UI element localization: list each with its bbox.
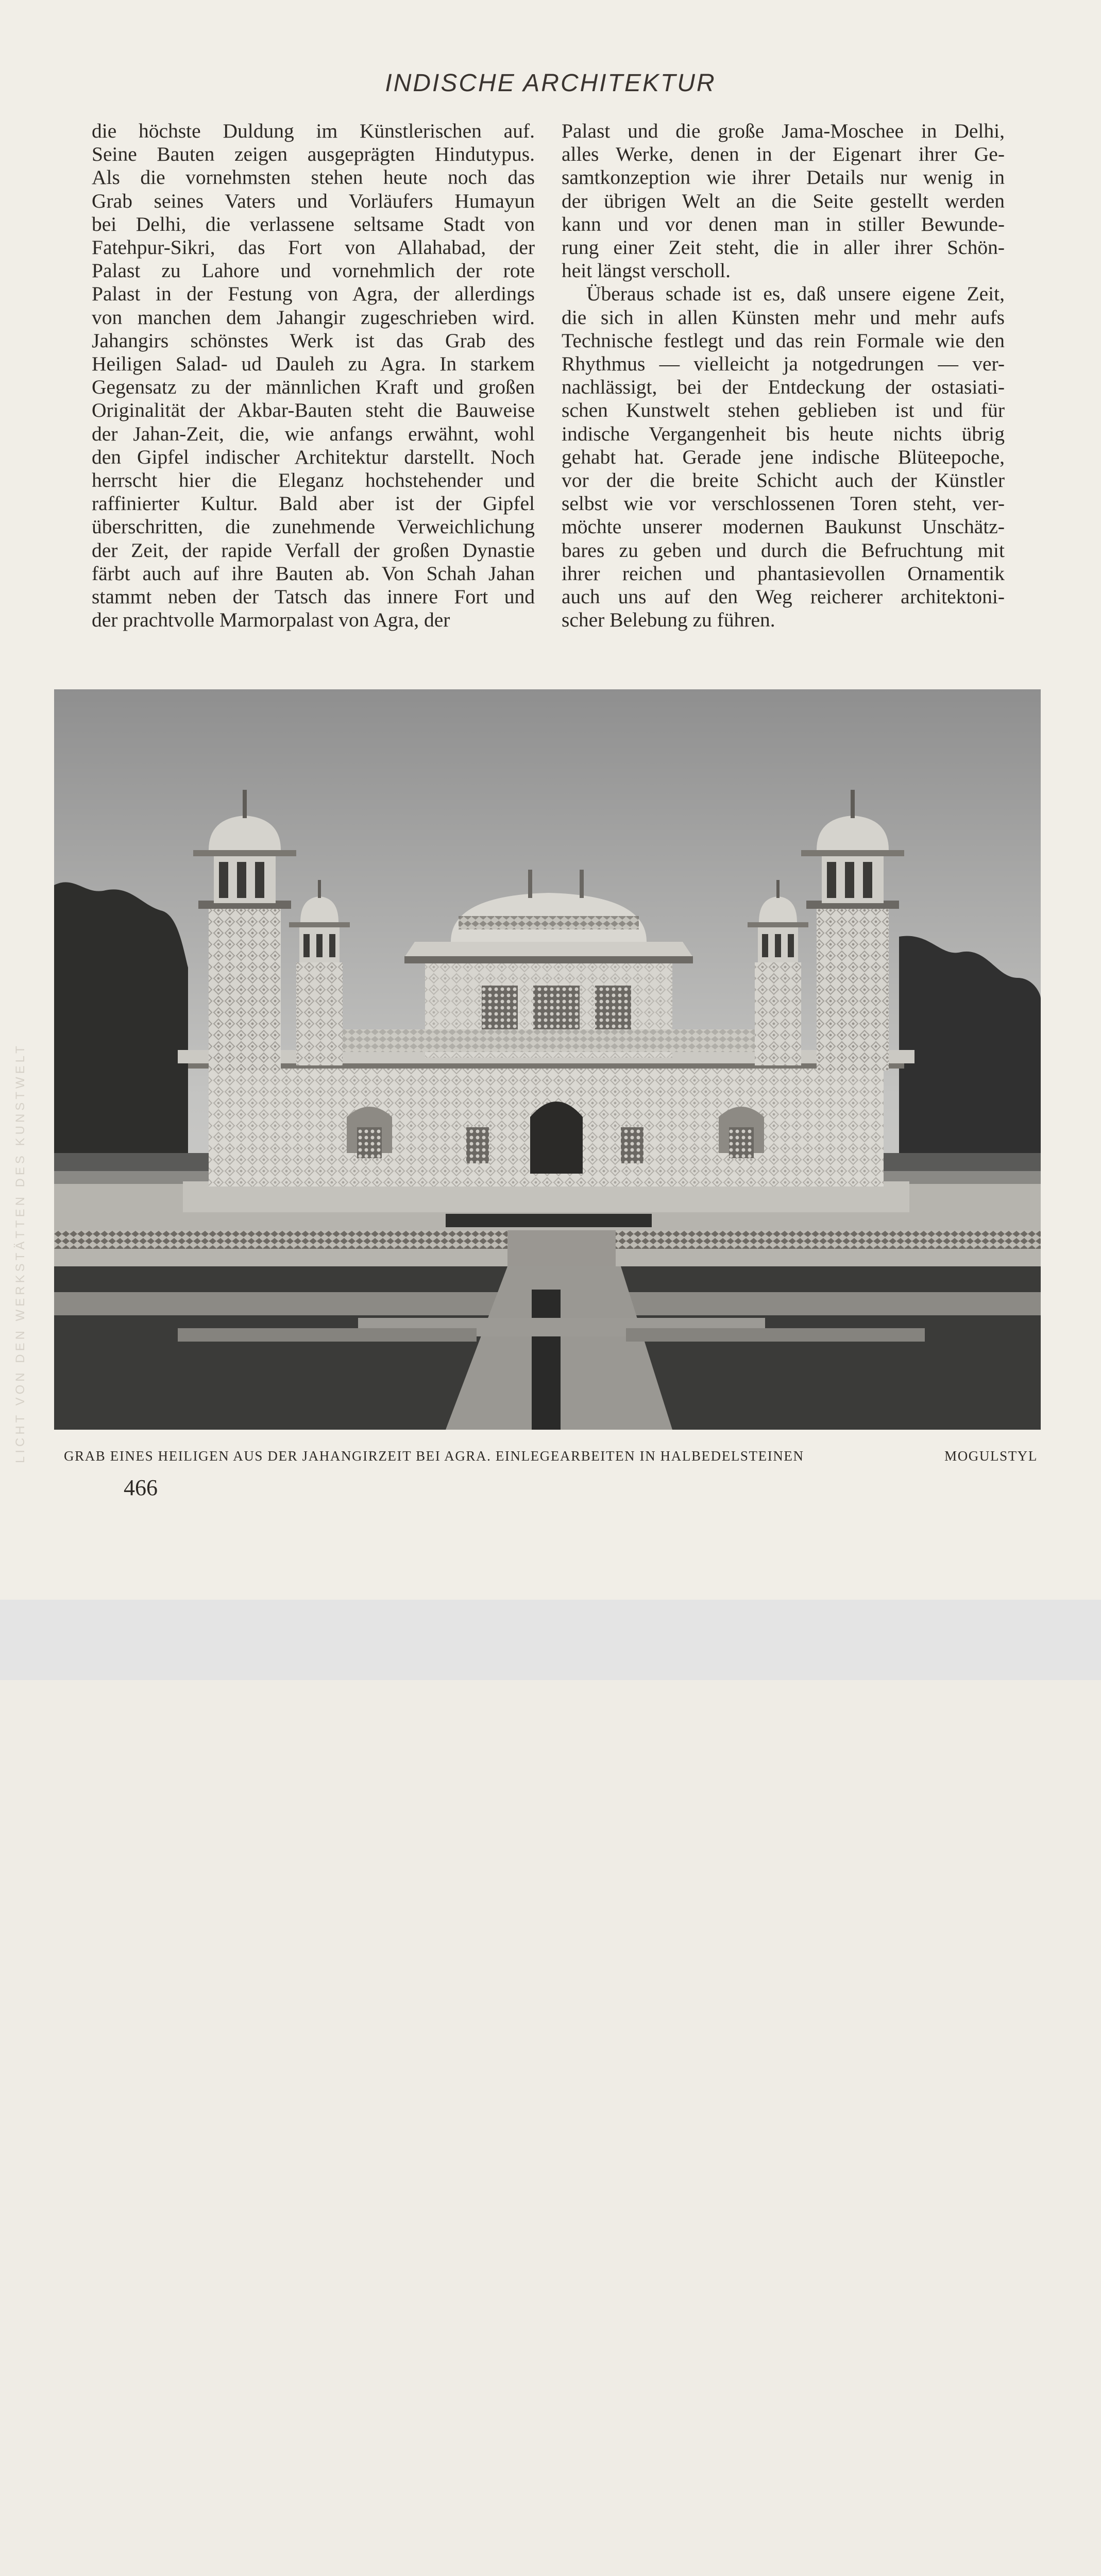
page-number: 466 — [124, 1475, 158, 1500]
text-line: Grab seines Vaters und Vorläufers Humayun — [92, 189, 535, 212]
text-line: Palast zu Lahore und vornehmlich der rote — [92, 259, 535, 282]
text-line: Rhythmus — vielleicht ja notgedrungen — ver- — [562, 352, 1005, 376]
text-line: die höchste Duldung im Künstlerischen auf. — [92, 120, 535, 142]
text-line: heit längst verscholl. — [562, 259, 731, 282]
text-line: gehabt hat. Gerade jene indische Blüteepoche, — [562, 445, 1005, 468]
text-line: auch uns auf den Weg reicherer architektoni- — [562, 585, 1005, 608]
text-line: ihrer reichen und phantasievollen Ornamentik — [562, 562, 1005, 585]
photograph-figure — [54, 689, 1041, 1430]
text-line: Jahangirs schönstes Werk ist das Grab des — [92, 329, 535, 352]
text-line: bei Delhi, die verlassene seltsame Stadt von — [92, 212, 535, 235]
text-line: der prachtvolle Marmorpalast von Agra, der — [92, 608, 450, 632]
text-line: vor der die breite Schicht auch der Künstler — [562, 469, 1005, 492]
text-line: überschritten, die zunehmende Verweichlichung — [92, 515, 535, 538]
text-line: schen Kunstwelt stehen geblieben ist und für — [562, 399, 1005, 422]
viewer-footer — [0, 1600, 1101, 1680]
text-column-left — [92, 120, 535, 632]
text-line: Technische festlegt und das rein Formale wie den — [562, 329, 1005, 352]
text-line: Fatehpur-Sikri, das Fort von Allahabad, der — [92, 236, 535, 259]
text-line: rung einer Zeit steht, die in aller ihrer Schön- — [562, 236, 1005, 259]
text-line: selbst wie vor verschlossenen Toren steht, ver- — [562, 492, 1005, 515]
text-line: stammt neben der Tatsch das innere Fort und — [92, 585, 535, 608]
text-line: samtkonzeption wie ihrer Details nur wenig in — [562, 166, 1005, 189]
text-line: Als die vornehmsten stehen heute noch das — [92, 166, 535, 189]
text-line: den Gipfel indischer Architektur darstellt. Noch — [92, 445, 535, 468]
text-line: möchte unserer modernen Baukunst Unschätz- — [562, 515, 1005, 538]
text-line: der Zeit, der rapide Verfall der großen Dynastie — [92, 538, 535, 562]
text-line: die sich in allen Künsten mehr und mehr aufs — [562, 306, 1005, 329]
text-line: färbt auch auf ihre Bauten ab. Von Schah Jahan — [92, 562, 535, 585]
paragraph-left — [92, 120, 535, 632]
caption-style: MOGULSTYL — [944, 1448, 1038, 1464]
text-line: kann und vor denen man in stiller Bewunde- — [562, 212, 1005, 235]
margin-stamp: LICHT VON DEN WERKSTÄTTEN DES KUNSTWELT — [13, 1043, 27, 1463]
paragraph-right-2 — [562, 282, 1005, 632]
caption-main: GRAB EINES HEILIGEN AUS DER JAHANGIRZEIT BEI AGRA. EINLEGEARBEITEN IN HALBEDELSTEINEN — [64, 1448, 804, 1464]
tomb-photograph — [54, 689, 1041, 1430]
text-line: Gegensatz zu der männlichen Kraft und großen — [92, 376, 535, 399]
paragraph-right-1 — [562, 120, 1005, 282]
text-line: indische Vergangenheit bis heute nichts übrig — [562, 422, 1005, 445]
text-line: Originalität der Akbar-Bauten steht die Bauweise — [92, 399, 535, 422]
text-line: der übrigen Welt an die Seite gestellt werden — [562, 189, 1005, 212]
text-line: der Jahan-Zeit, die, wie anfangs erwähnt, wohl — [92, 422, 535, 445]
text-line: herrscht hier die Eleganz hochstehender und — [92, 469, 535, 492]
text-line: Heiligen Salad- ud Dauleh zu Agra. In starkem — [92, 352, 535, 376]
text-line: Palast und die große Jama-Moschee in Delhi, — [562, 120, 1005, 142]
text-line: bares zu geben und durch die Befruchtung mit — [562, 538, 1005, 562]
text-line: scher Belebung zu führen. — [562, 608, 775, 632]
running-head: INDISCHE ARCHITEKTUR — [385, 70, 716, 97]
text-line: alles Werke, denen in der Eigenart ihrer Ge- — [562, 143, 1005, 166]
text-line: Überaus schade ist es, daß unsere eigene Zeit, — [586, 282, 1005, 306]
text-line: von manchen dem Jahangir zugeschrieben wird. — [92, 306, 535, 329]
text-line: raffinierter Kultur. Bald aber ist der Gipfel — [92, 492, 535, 515]
text-column-right — [562, 120, 1005, 632]
text-line: Seine Bauten zeigen ausgeprägten Hindutypus. — [92, 143, 535, 166]
text-line: Palast in der Festung von Agra, der allerdings — [92, 282, 535, 306]
text-line: nachlässigt, bei der Entdeckung der ostasiati- — [562, 376, 1005, 399]
